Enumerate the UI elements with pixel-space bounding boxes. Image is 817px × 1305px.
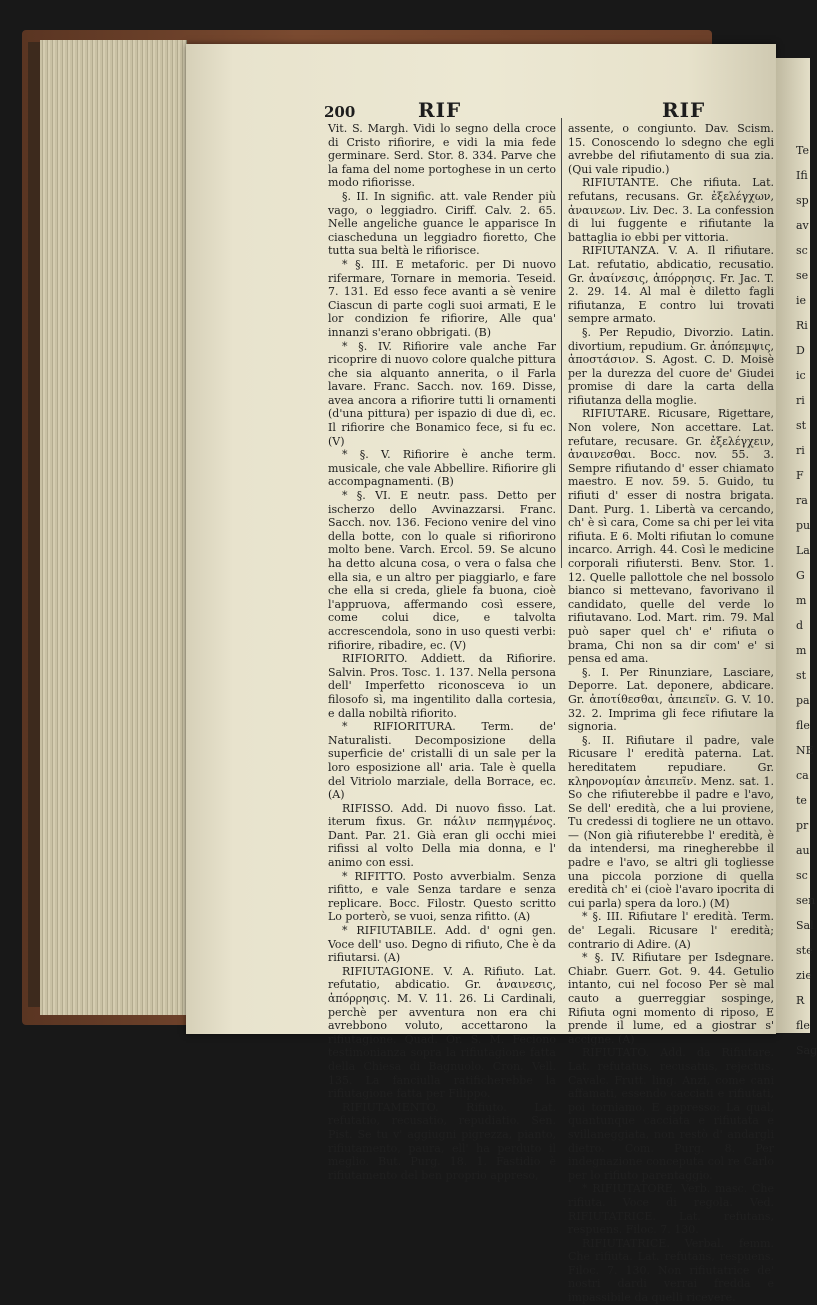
facing-page-text: te bbox=[796, 794, 807, 807]
facing-page-text: ri bbox=[796, 394, 805, 407]
facing-page-text: pr bbox=[796, 819, 809, 832]
dictionary-entry: §. I. Per Rinunziare, Lasciare, Deporre. Lat. deponere, abdicare. Gr. ἀποτίθεσθαι, ἀπειπεῖν. G. V. 10. 32. 2. Imprima gli fece rifiutare la signoria. bbox=[568, 665, 774, 734]
running-head-left: RIF bbox=[418, 98, 462, 122]
dictionary-entry: RIFIUTAMENTO. Rifiuto. Lat. refutatio, recusatio, repudiatio. Sen. Pist. Se tu v' aggiugni pigrezza, pianto, rifiutamento, paura, ell' ha perduto il meglio. But. Purg. 18. 1. Fastidio è rifiutamento del ben proprio appreso, bbox=[328, 1100, 556, 1182]
dictionary-entry: * §. III. Rifiutare l' eredità. Term. de' Legali. Ricusare l' eredità; contrario di Adire. (A) bbox=[568, 910, 774, 951]
facing-page-text: se bbox=[796, 269, 809, 282]
dictionary-entry: RIFIUTATO. Add. da Rifiutare. Lat. refutatus, recusatus, rejectus. Cavalc. Frutt. ling. Anzi, come cani affamati, essendo cacciati e rifiutati, poi torniamo. E appresso: La qual, quantunque cacciata e rifiutata e svillaneggiata, non restò d' andargli dietro. Com. Purg. 8. Per indegnazione conceputa col re Carlo per lo rifiuto parentaggio. bbox=[568, 1046, 774, 1182]
facing-page-text: Sag bbox=[796, 1044, 817, 1057]
left-column bbox=[328, 122, 556, 1182]
dictionary-entry: * §. IV. Rifiutare per Isdegnare. Chiabr. Guerr. Got. 9. 44. Getulio intanto, cui nel focoso Per sè mal cauto a guerreggiar sospinge, Rifiuta ogni momento di riposo, E prende il lume, ed a giostrar s' accigne. (A) bbox=[568, 951, 774, 1046]
dictionary-entry: RIFIORITO. Addiett. da Rifiorire. Salvin. Pros. Tosc. 1. 137. Nella persona dell' Imperfetto riconosceva io un filosofo sì, ma ingentilito dalla cortesia, e dalla nobiltà rifiorito. bbox=[328, 652, 556, 720]
facing-page-text: D bbox=[796, 344, 805, 357]
facing-page-text: G bbox=[796, 569, 805, 582]
dictionary-entry: * RIFIUTATORE. Verb. masc. Che rifiuta. Voce di regola. Ved. RIFIUTATRICE. Lat. refutans, respuens. Filoc. 7. 130. bbox=[568, 1182, 774, 1237]
facing-page-text: pa bbox=[796, 694, 810, 707]
dictionary-entry: §. II. Rifiutare il padre, vale Ricusare l' eredità paterna. Lat. hereditatem repudiare. Gr. κληρονομίαν ἀπειπεῖν. Menz. sat. 1. So che rifiuterebbe il padre e l'avo, Se dell' eredità, che a lui proviene, Tu credessi di togliere ne un ottavo. — (Non già rifiuterebbe l' eredità, è da intendersi, ma rinegherebbe il padre e l'avo, se altri gli togliesse una piccola porzione di quella eredità ch' ei (cioè l'avaro ipocrita di cui parla) spera da loro.) (M) bbox=[568, 733, 774, 910]
facing-page-text: pu bbox=[796, 519, 811, 532]
facing-page-text: av bbox=[796, 219, 809, 232]
facing-page-text: NE bbox=[796, 744, 814, 757]
dictionary-entry: RIFIUTATRICE. Verbal. femm. Che rifiuta. Lat. refutans, respuens. Filoc. 7. 130. Non rifiutatrice de' nostri dardi verrai fredda e impassibile da quelli ricevere. bbox=[568, 1236, 774, 1305]
facing-page-text: m bbox=[796, 644, 807, 657]
facing-page-text: ri bbox=[796, 444, 805, 457]
column-rule bbox=[561, 118, 562, 568]
dictionary-entry: RIFIUTAGIONE. V. A. Rifiuto. Lat. refutatio, abdicatio. Gr. ἀναινεσις, ἀπόρρησις. M. V. 11. 26. Li Cardinali, perchè per avventura non era chi avrebbono voluto, accettarono la rifiutagione. Quad. Or. S. M. Feciono testimonianza sopra la rifiutagione fatta della Chiesa di Bagnuolo. Cron. Vell. 135. La fanciulla ratificherebbe la rifiutagione fatta per Filippo. bbox=[328, 964, 556, 1101]
dictionary-entry: RIFIUTARE. Ricusare, Rigettare, Non volere, Non accettare. Lat. refutare, recusare. Gr. ἐξελέγχειν, ἀναινεσθαι. Bocc. nov. 55. 3. Sempre rifiutando d' esser chiamato maestro. E nov. 59. 5. Guido, tu rifiuti d' esser di nostra brigata. Dant. Purg. 1. Libertà va cercando, ch' è sì cara, Come sa chi per lei vita rifiuta. E 6. Molti rifiutan lo comune incarco. Arrigh. 44. Così le medicine corporali rifiutersti. Benv. Stor. 1. 12. Quelle pallottole che nel bossolo bianco si mettevano, favorivano il candidato, quelle del verde lo rifiutavano. Lod. Mart. rim. 79. Mal può saper quel ch' e' rifiuta o brama, Chi non sa dir com' e' si pensa ed ama. bbox=[568, 407, 774, 666]
right-column bbox=[568, 122, 774, 1305]
dictionary-entry: * §. V. Rifiorire è anche term. musicale, che vale Abbellire. Rifiorire gli accompagnamenti. (B) bbox=[328, 448, 556, 489]
page-number: 200 bbox=[324, 103, 356, 121]
facing-page-text: sen bbox=[796, 894, 816, 907]
dictionary-entry: §. II. In signific. att. vale Render più vago, o leggiadro. Ciriff. Calv. 2. 65. Nelle angeliche guance le apparisce In ciascheduna un leggiadro fioretto, Che tutta sua beltà le rifiorisce. bbox=[328, 189, 556, 258]
dictionary-entry: * RIFIORITURA. Term. de' Naturalisti. Decomposizione della superficie de' cristalli di un sale per la loro esposizione all' aria. Tale è quella del Vitriolo marziale, della Borrace, ec. (A) bbox=[328, 720, 556, 802]
facing-page-text: fle bbox=[796, 719, 810, 732]
facing-page-text: Te bbox=[796, 144, 809, 157]
dictionary-entry: * §. III. E metaforic. per Di nuovo rifermare, Tornare in memoria. Teseid. 7. 131. Ed esso fece avanti a sè venire Ciascun di parte cogli suoi armati, E le lor condizion fe rifiorire, Alle qua' innanzi s'erano obbrigati. (B) bbox=[328, 257, 556, 339]
page-stack-edge bbox=[40, 40, 187, 1015]
dictionary-entry: assente, o congiunto. Dav. Scism. 15. Conoscendo lo sdegno che egli avrebbe del rifiutamento di sua zia. (Qui vale ripudio.) bbox=[568, 122, 774, 176]
dictionary-entry: Vit. S. Margh. Vidi lo segno della croce di Cristo rifiorire, e vidi la mia fede germinare. Serd. Stor. 8. 334. Parve che la fama del nome portoghese in un certo modo rifiorisse. bbox=[328, 122, 556, 190]
facing-page-text: F bbox=[796, 469, 804, 482]
facing-page-text: d bbox=[796, 619, 804, 632]
dictionary-entry: RIFIUTANTE. Che rifiuta. Lat. refutans, recusans. Gr. ἐξελέγχων, ἀναινεων. Liv. Dec. 3. La confession di lui fuggente e rifiutante la battaglia io ebbi per vittoria. bbox=[568, 176, 774, 244]
running-head-right: RIF bbox=[662, 98, 706, 122]
facing-page-text: R bbox=[796, 994, 805, 1007]
facing-page-text: m bbox=[796, 594, 807, 607]
facing-page-text: Sal bbox=[796, 919, 814, 932]
dictionary-entry: * RIFIUTABILE. Add. d' ogni gen. Voce dell' uso. Degno di rifiuto, Che è da rifiutarsi. (A) bbox=[328, 924, 556, 965]
facing-page-fragment bbox=[776, 58, 817, 1057]
dictionary-entry: §. Per Repudio, Divorzio. Latin. divortium, repudium. Gr. ἀπόπεμψις, ἀποστάσιον. S. Agost. C. D. Moisè per la durezza del cuore de' Giudei promise di dare la carta della rifiutanza della moglie. bbox=[568, 325, 774, 407]
facing-page-text: sc bbox=[796, 869, 808, 882]
dictionary-entry: * RIFITTO. Posto avverbialm. Senza rifitto, e vale Senza tardare e senza replicare. Bocc. Filostr. Questo scritto Lo porterò, se vuoi, senza rifitto. (A) bbox=[328, 869, 556, 924]
facing-page-text: sc bbox=[796, 244, 808, 257]
facing-page-text: La bbox=[796, 544, 810, 557]
dictionary-entry: RIFIUTANZA. V. A. Il rifiutare. Lat. refutatio, abdicatio, recusatio. Gr. ἀναίνεσις, ἀπόρρησις. Fr. Jac. T. 2. 29. 14. Al mal è diletto fagli rifiutanza, E contro lui trovati sempre armato. bbox=[568, 244, 774, 326]
facing-page-text: sp bbox=[796, 194, 809, 207]
facing-page-text: zie bbox=[796, 969, 812, 982]
facing-page-text: st bbox=[796, 419, 807, 432]
facing-page-text: ste bbox=[796, 944, 813, 957]
facing-page-text: ca bbox=[796, 769, 809, 782]
facing-page-text: ie bbox=[796, 294, 807, 307]
facing-page-text: Ri bbox=[796, 319, 808, 332]
facing-page-text: au bbox=[796, 844, 810, 857]
facing-page-text: st bbox=[796, 669, 807, 682]
facing-page-text: ic bbox=[796, 369, 806, 382]
facing-page-text: fle bbox=[796, 1019, 810, 1032]
dictionary-entry: RIFISSO. Add. Di nuovo fisso. Lat. iterum fixus. Gr. πάλιν πεπηγμένος. Dant. Par. 21. Già eran gli occhi miei rifissi al volto Della mia donna, e l' animo con essi. bbox=[328, 801, 556, 870]
dictionary-entry: * §. IV. Rifiorire vale anche Far ricoprire di nuovo colore qualche pittura che sia alquanto annerita, o il Farla lavare. Franc. Sacch. nov. 169. Disse, avea ancora a rifiorire tutti li ornamenti (d'una pittura) per ispazio di due dì, ec. Il rifiorire che Bonamico fece, si fu ec. (V) bbox=[328, 339, 556, 448]
facing-page-text: Ifi bbox=[796, 169, 808, 182]
facing-page-text: ra bbox=[796, 494, 808, 507]
dictionary-entry: * §. VI. E neutr. pass. Detto per ischerzo dello Avvinazzarsi. Franc. Sacch. nov. 136. Feciono venire del vino della botte, con lo quale si rifiorirono molto bene. Varch. Ercol. 59. Se alcuno ha detto alcuna cosa, o vera o falsa che ella sia, e un altro per piaggiarlo, e fare che ella si creda, gliele fa buona, cioè l'appruova, affermando così essere, come colui dice, e talvolta accrescendola, sono in uso questi verbi: rifiorire, ribadire, ec. (V) bbox=[328, 489, 556, 652]
